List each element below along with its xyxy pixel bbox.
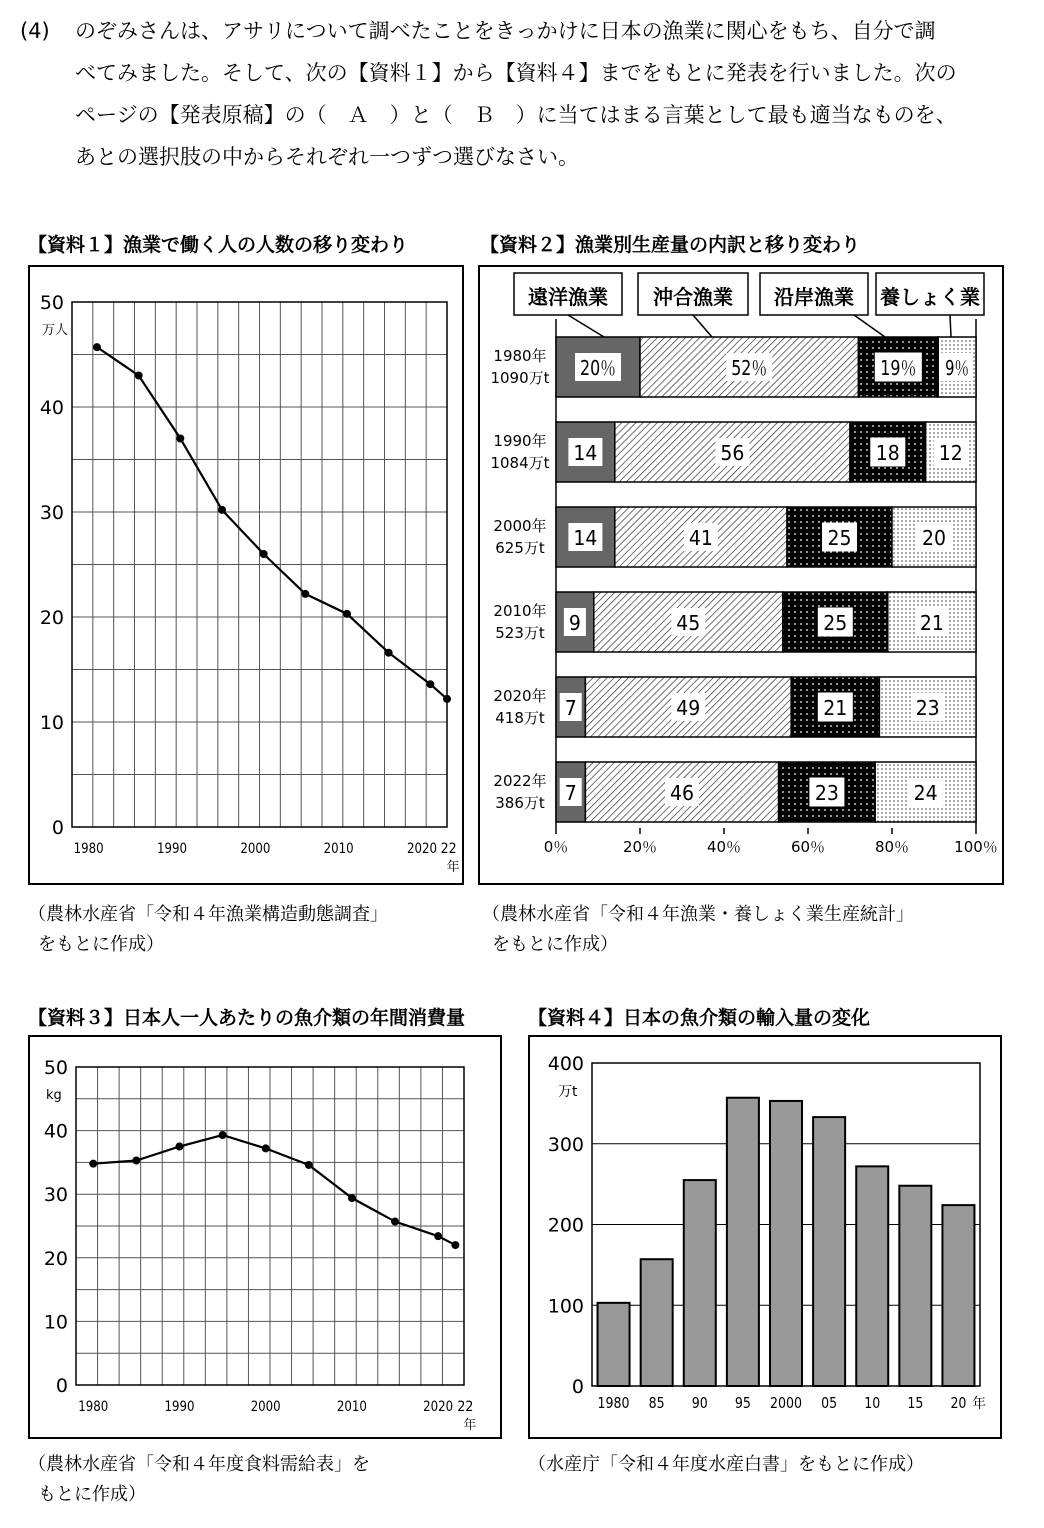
bar-value-label: 23 (915, 696, 940, 720)
y-tick-label: 0 (571, 1376, 584, 1398)
chart3-svg (30, 1037, 500, 1437)
bar-value-label: 56 (720, 441, 745, 465)
row-total-label: 523万t (495, 624, 545, 642)
data-point (305, 1161, 313, 1169)
data-point (262, 1144, 270, 1152)
y-tick-label: 20 (43, 1247, 68, 1270)
chart4-panel (528, 1035, 1002, 1439)
chart2-panel (478, 265, 1004, 885)
x-tick-label: 1980 (597, 1394, 630, 1412)
x-tick-label: 85 (648, 1394, 665, 1412)
bar (641, 1259, 673, 1386)
data-point (176, 435, 184, 443)
question-number: (4) (20, 19, 50, 43)
row-year-label: 1990年 (493, 432, 547, 450)
legend-label: 養しょく業 (880, 285, 980, 309)
source-line: もとに作成） (38, 1484, 146, 1505)
chart1-title: 【資料１】漁業で働く人の人数の移り変わり (28, 234, 409, 256)
bar-value-label: 21 (919, 611, 944, 635)
bar-value-label: 25 (823, 611, 848, 635)
data-point (132, 1156, 140, 1164)
question-line: ページの【発表原稿】の（ Ａ ）と（ Ｂ ）に当てはまる言葉として最も適当なものを、 (75, 103, 957, 127)
bar (899, 1186, 931, 1386)
x-tick-label: 2000 (250, 1399, 281, 1415)
question-block (20, 10, 1030, 178)
bar-value-label: 49 (676, 696, 701, 720)
x-tick-label: 1990 (164, 1399, 195, 1415)
x-tick-label: 05 (821, 1394, 838, 1412)
x-tick-label: 2020 (407, 841, 437, 857)
x-tick-label: 20 (950, 1394, 967, 1412)
bar-value-label: 21 (823, 696, 848, 720)
x-tick-label: 0％ (543, 838, 569, 856)
bar-value-label: 12 (938, 441, 963, 465)
bar-value-label: 14 (573, 441, 598, 465)
source-line: をもとに作成） (492, 934, 618, 955)
bar-value-label: 14 (573, 526, 598, 550)
chart1-panel (28, 265, 464, 885)
x-tick-label: 95 (734, 1394, 751, 1412)
x-tick-label: 10 (864, 1394, 881, 1412)
bar-value-label: 7 (564, 696, 577, 720)
source-line: （農林水産省「令和４年漁業構造動態調査」 (28, 904, 388, 925)
row-year-label: 2010年 (493, 602, 547, 620)
x-tick-label: 1980 (73, 841, 104, 857)
bar-value-label: 23 (814, 781, 839, 805)
data-point (219, 1131, 227, 1139)
y-unit-label: kg (46, 1088, 62, 1103)
source-line: （農林水産省「令和４年度食料需給表」を (28, 1454, 370, 1475)
data-point (343, 610, 351, 618)
question-line: のぞみさんは、アサリについて調べたことをきっかけに日本の漁業に関心をもち、自分で調 (75, 19, 936, 43)
row-total-label: 1084万t (490, 454, 550, 472)
chart3-title: 【資料３】日本人一人あたりの魚介類の年間消費量 (28, 1007, 466, 1029)
bar (727, 1098, 759, 1386)
row-total-label: 386万t (495, 794, 545, 812)
row-year-label: 2022年 (493, 772, 547, 790)
y-tick-label: 40 (39, 397, 64, 419)
bar-value-label: 7 (564, 781, 577, 805)
data-point (89, 1160, 97, 1168)
legend-leader (693, 315, 712, 337)
row-total-label: 625万t (495, 539, 545, 557)
x-tick-label: 60％ (790, 838, 826, 856)
bar-value-label: 9 (568, 611, 581, 635)
data-point (434, 1232, 442, 1240)
data-point (301, 590, 309, 598)
y-tick-label: 300 (547, 1133, 584, 1156)
y-tick-label: 100 (547, 1295, 584, 1318)
y-tick-label: 0 (51, 817, 64, 839)
x-unit-label: 年 (972, 1396, 986, 1412)
y-tick-label: 0 (55, 1375, 68, 1397)
data-point (426, 680, 434, 688)
data-point (443, 695, 451, 703)
data-point (391, 1218, 399, 1226)
legend-leader (568, 315, 604, 337)
data-point (218, 506, 226, 514)
bar-value-label: 9％ (945, 356, 970, 380)
y-tick-label: 40 (43, 1120, 68, 1143)
x-tick-label: 2010 (336, 1399, 367, 1415)
x-tick-label: 22 (457, 1399, 474, 1415)
y-tick-label: 50 (39, 292, 64, 314)
y-tick-label: 200 (547, 1214, 584, 1237)
data-point (93, 343, 101, 351)
x-tick-label: 22 (440, 841, 457, 857)
x-tick-label: 90 (691, 1394, 708, 1412)
chart4-title: 【資料４】日本の魚介類の輸入量の変化 (528, 1007, 871, 1029)
bar-value-label: 24 (913, 781, 938, 805)
x-tick-label: 1980 (78, 1399, 109, 1415)
bar-value-label: 45 (676, 611, 701, 635)
chart2-source (482, 900, 914, 960)
chart4-svg (530, 1037, 1000, 1437)
legend-label: 沖合漁業 (653, 285, 733, 309)
y-unit-label: 万t (558, 1084, 578, 1100)
legend-leader (854, 315, 885, 337)
series-line (97, 347, 447, 699)
data-point (175, 1143, 183, 1151)
bar (942, 1205, 974, 1386)
bar (856, 1166, 888, 1386)
x-tick-label: 2000 (770, 1394, 802, 1412)
bar-value-label: 25 (827, 526, 852, 550)
chart1-source (28, 900, 388, 960)
source-line: （水産庁「令和４年度水産白書」をもとに作成） (528, 1454, 924, 1475)
bar (684, 1180, 716, 1386)
x-tick-label: 2000 (240, 841, 271, 857)
legend-label: 遠洋漁業 (528, 285, 608, 309)
y-tick-label: 30 (43, 1184, 68, 1207)
bar-value-label: 20％ (580, 356, 616, 380)
x-tick-label: 2020 (423, 1399, 454, 1415)
question-line: べてみました。そして、次の【資料１】から【資料４】までをもとに発表を行いました。次の (75, 61, 957, 85)
row-year-label: 2000年 (493, 517, 547, 535)
chart2-svg (480, 267, 1002, 883)
data-point (385, 649, 393, 657)
chart3-source (28, 1450, 370, 1510)
bar-value-label: 19％ (880, 356, 917, 380)
bar-value-label: 20 (922, 526, 946, 550)
row-total-label: 1090万t (490, 369, 550, 387)
y-tick-label: 30 (39, 502, 64, 524)
y-tick-label: 10 (39, 712, 64, 734)
legend-leader (950, 315, 951, 337)
y-tick-label: 50 (43, 1057, 68, 1079)
data-point (348, 1194, 356, 1202)
data-point (260, 550, 268, 558)
y-unit-label: 万人 (42, 323, 69, 338)
bar (813, 1117, 845, 1386)
chart1-svg (30, 267, 462, 883)
y-tick-label: 20 (39, 607, 64, 629)
x-tick-label: 100％ (954, 838, 998, 856)
row-year-label: 1980年 (493, 347, 547, 365)
bar (598, 1303, 630, 1386)
bar-value-label: 46 (670, 781, 694, 805)
chart2-title: 【資料２】漁業別生産量の内訳と移り変わり (480, 234, 861, 256)
question-line: あとの選択肢の中からそれぞれ一つずつ選びなさい。 (75, 145, 579, 169)
y-tick-label: 10 (43, 1311, 68, 1334)
y-tick-label: 400 (547, 1053, 584, 1075)
bar-value-label: 52％ (731, 356, 768, 380)
data-point (135, 372, 143, 380)
x-unit-label: 年 (463, 1418, 477, 1433)
x-unit-label: 年 (446, 860, 460, 875)
x-tick-label: 2010 (323, 841, 354, 857)
bar-value-label: 18 (875, 441, 900, 465)
x-tick-label: 40％ (706, 838, 742, 856)
chart4-source (528, 1450, 924, 1480)
source-line: をもとに作成） (38, 934, 164, 955)
source-line: （農林水産省「令和４年漁業・養しょく業生産統計」 (482, 904, 914, 925)
data-point (451, 1241, 459, 1249)
bar (770, 1101, 802, 1386)
legend-label: 沿岸漁業 (774, 285, 854, 309)
row-year-label: 2020年 (493, 687, 547, 705)
series-line (93, 1135, 455, 1245)
x-tick-label: 80％ (874, 838, 910, 856)
row-total-label: 418万t (495, 709, 545, 727)
chart3-panel (28, 1035, 502, 1439)
bar-value-label: 41 (688, 526, 713, 550)
x-tick-label: 1990 (157, 841, 187, 857)
x-tick-label: 20％ (622, 838, 658, 856)
x-tick-label: 15 (907, 1394, 924, 1412)
